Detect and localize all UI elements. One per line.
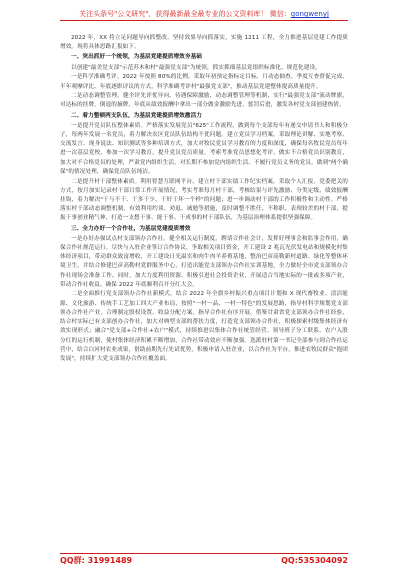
section-heading-2: 二、着力整顿两支队伍，为基层党建提质增效激活力 <box>71 112 202 119</box>
wechat-link[interactable]: gongwenyj <box>290 10 329 18</box>
paragraph: 一是提升党员队伍整体素质。严格落实发展党员"625"工作流程，做到每个支部每年有递交申请书人和积极分子，每两年发展一名党员，着力解决农区党员队伍结构不优问题。建立党员学习档案，采取理论讲解、实地考察、交流发言、现身说法、知识测试等多种培训方式，加大对牧民党员学习教育的力度和深度，确保每名牧民党员每年进一次基层党校、参加一次学习教育，提升党员党员质量。考索考准党员思想化考评，做实不合格党员识别教育，加大对不合格党员的处理，严肃党内组织生活，对长期不参加党内组织生活、不履行党员义务的党员，做到"两个确保"的情况处理，确保党员队伍纯洁。 <box>60 122 348 175</box>
intro-paragraph: 2022 年，XX 将立足问题导向抓整改，坚持效果导向抓落实，实施 1211 工程，全力推进基层党建工作提质增效。现将具体思路汇报如下。 <box>60 35 348 51</box>
paragraph: 二是全面推行党支部领办合作社新模式。结合 2022 年全旗乡村振兴重点项目计划和 X 现代畜牧业、清洁能源、文化旅游、传统手工艺加工四大产业布局，按照"一村一品、一村一特色"的发展思路，指导村科学规划党支部领办合作社产业，合理制定股权设置、收益分配方案，指导合作社有序开展。借鉴甘肃省党支部领办合作社经验，结合村实际已有支部创办合作社，加大对典型支部的帮扶力度，打造党支部领办合作社，积极探索村级集体经济有效实现形式；融合"党支部+合作社+农户"模式，持续推进以集体合作社统管经营、领导班子分工联系、农户入股分红的运行机制，使村集体经济积累不断增加，合作社带动效应不断加强。选派驻村第一书记全部参与到合作社运营中，结合白河村农业成果，借助前期先行先试优势，积极申请入驻企业，以合作社为平台，推进农牧民群众"抱团发展"，持续扩大党支部领办合作社覆盖面。 <box>60 291 348 362</box>
header-text: 关注头条号"公文研究"，获得最新最全最专业的公文资料库！ 微信： <box>79 10 291 18</box>
paragraph: 以创建"最美党支部"示范苏木和村"最强党支部"为统领，抓实抓细基层党组织标准化、规范化建设。 <box>71 64 321 71</box>
paragraph: 一是科学准确考评。2022 年按照 80%的比例，采取年初预定指标定目标、月动态抽查、季度互查督促完成、半年观摩评比、年底逐职评议的方式，科学准确考评村"最强党支部"，推动基层党建整体提高质量提升。 <box>60 74 348 90</box>
header-banner <box>60 8 348 21</box>
qq-text: QQ:535304092 <box>281 556 348 565</box>
document-body <box>60 34 348 365</box>
footer-contact <box>60 553 348 567</box>
paragraph: 二是提升村干部整体素质。利用智慧互联网平台，建立村干部实绩工作纪实档案，采取个人汇报、党委把关的方式，按月加实记录村干部日常工作开展情况，考实考准每月村干部，考核结果与评先激励、分类定级、绩效报酬挂钩，着力解决"干与不干、干多干少、干好干坏一个样"的问题；进一步调动村干部的工作积极性和主动性。严格落实村干部动态调整机制，有效利用约谈、劝退、诫勉等措施，及时调整不胜任、不称职、表现较差的村干部，提振干事创业精气神，打造一支想干事、能干事、干成事的村干部队伍，为基层治理体系提供坚强保障。 <box>60 178 348 222</box>
section-heading-1: 一、突出抓好一个统领，为基层党建提质增效夯基础 <box>71 54 202 61</box>
section-heading-3: 三、全力办好一个合作社，为基层党建提质增效 <box>71 225 191 232</box>
paragraph: 二是动态调整管理。健全评先评优导向、待遇保障激励、动态调整管理等机制，实行"最强党支部"流动牌旗，对达标的挂牌，倒退的摘牌，年底从绩效报酬中拿出一部分做金激励先进、惩罚后进，激发各村党支部创建热情。 <box>60 93 348 109</box>
paragraph: 一是办好办强试点村支部领办合作社。健全相关运行制度，聘请合作社会计，发挥好理事会和监事会作用，确保合作社规范运行。尽快与入驻企业签订合作协议，争取相关项目资金，开工建设 2 兆瓦光伏发电站和规模化村集体经济项目，带动群众致富增收，开工建设日光温室和肉牛肉羊养殖基地，整治巴彦高勒新村道路、绿化等整体环境卫生，并结合修建巴彦高勒村党群服务中心，打造出能党支部领办合作社实训基地，全力做好全市党支部领办合作社现场会准备工作。同时，加大力度利用资源、积极引进社会投资企业，开展适合当地实际的一批或多项产业，带动合作社收益。确保 2022 年底顺利召开分红大会。 <box>60 235 348 288</box>
qq-group-text: QQ群: 31991489 <box>60 556 133 565</box>
